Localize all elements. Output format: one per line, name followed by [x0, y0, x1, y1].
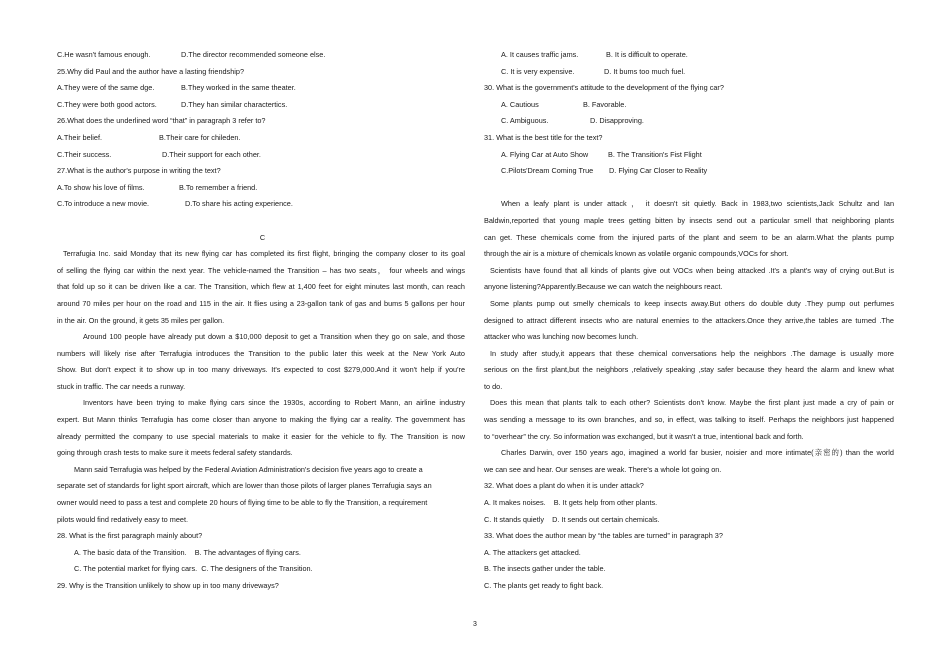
question-stem: 30. What is the government's attitude to the development of the flying car? — [484, 83, 724, 93]
passage-line: going through crash tests to make sure it meets federal safety standards. — [57, 448, 293, 458]
passage-line: we can see and hear. Our senses are weak. There's a whole lot going on. — [484, 464, 722, 474]
option-a: A.They were of the same dge. — [57, 83, 155, 93]
q32-options-cd: C. It stands quietly D. It sends out certain chemicals. — [484, 514, 660, 524]
passage-line: can get. These chemicals come from the injured parts of the plant and seem to be an alarm.What the plants pump — [484, 232, 894, 242]
passage-line: When a leafy plant is under attack ， it doesn't sit quietly. Back in 1983,two scientists,Jack Schultz and Ian — [501, 199, 894, 209]
option-a: A. Flying Car at Auto Show — [501, 149, 589, 159]
q31-options-ab — [484, 147, 894, 164]
option-b: B. It is difficult to operate. — [606, 50, 688, 59]
option-d: D. Flying Car Closer to Reality — [609, 166, 708, 176]
option-c: C.He wasn't famous enough. — [57, 50, 151, 59]
q28-options-ab: A. The basic data of the Transition. B. The advantages of flying cars. — [74, 547, 301, 557]
option-b: B.To remember a friend. — [179, 182, 258, 192]
option-a: A.To show his love of films. — [57, 182, 145, 192]
option-a: A. The attackers get attacked. — [484, 547, 581, 557]
option-d: D.Their support for each other. — [162, 149, 261, 159]
option-c: C. Ambiguous. — [501, 116, 549, 126]
passage-line: that fold up so it can be driven like a car. The Transition, which flew at 1,400 feet for eight minutes last month, can reach — [57, 282, 465, 292]
question-stem: 33. What does the author mean by “the tables are turned” in paragraph 3? — [484, 531, 723, 541]
option-c: C.They were both good actors. — [57, 99, 157, 109]
question-stem: 25.Why did Paul and the author have a lasting friendship? — [57, 66, 245, 76]
passage-line: Terrafugia Inc. said Monday that its new flying car has completed its first flight, bringing the company closer to its goal — [63, 249, 465, 259]
passage-line: Baldwin,reported that young maple trees getting bitten by insects send out a particular smell that neighboring plants — [484, 215, 894, 225]
option-d: D.To share his acting experience. — [185, 199, 293, 209]
option-c: C. The plants get ready to fight back. — [484, 581, 604, 590]
passage-line: expert. But Mann thinks Terrafugia has come closer than anyone to making the flying car a reality. The government has — [57, 415, 465, 425]
question-stem: 26.What does the underlined word “that” in paragraph 3 refer to? — [57, 116, 266, 126]
passage-line: Scientists have found that all kinds of plants give out VOCs when being attacked .It's a plant's way of crying out.But is — [490, 265, 894, 275]
option-a: A. It causes traffic jams. — [501, 50, 579, 59]
option-c: C.Pilots'Dream Coming True — [501, 166, 594, 176]
passage-line: already permitted the company to use special materials to make it easier for the vehicle to fly. The Transition is now — [57, 431, 465, 441]
question-stem: 31. What is the best title for the text? — [484, 132, 603, 142]
option-d: D. It bums too much fuel. — [604, 66, 686, 76]
passage-line: was sending a message to its own branches, and so, in effect, was talking to itself. Perhaps the neighbors just happened — [484, 415, 894, 425]
q32-options-ab: A. It makes noises. B. It gets help from other plants. — [484, 498, 658, 508]
option-d: D.They han similar charactertics. — [181, 99, 288, 109]
option-b: B. The Transition's Fist Flight — [608, 149, 702, 159]
passage-line: Show. But don't expect it to show up in too many driveways. It's expected to cost $279,000.And it won't help if you're — [57, 365, 465, 375]
passage-line: anyone listening?Apparently.Because we can watch the neighbours react. — [484, 282, 723, 292]
passage-line: Does this mean that plants talk to each other? Scientists don't know. Maybe the first plant just made a cry of pain or — [490, 398, 894, 408]
passage-line: separate set of standards for light sport aircraft, which are lower than those pilots of larger planes Terrafugia says an — [57, 481, 432, 491]
q26-options-ab — [57, 130, 465, 147]
option-d: D. Disapproving. — [590, 116, 644, 126]
passage-line: Around 100 people have already put down a $10,000 deposit to get a Transition when they go on sale, and those — [83, 332, 465, 342]
passage-line: owner would need to pass a test and complete 20 hours of flying time to be able to fly the Transition, a requirement — [57, 498, 428, 508]
option-a: A.Their belief. — [57, 132, 103, 142]
q30-options-cd — [484, 113, 894, 130]
q27-options-ab — [57, 180, 465, 197]
option-c: C.To introduce a new movie. — [57, 199, 150, 209]
left-column — [57, 47, 465, 595]
question-stem: 29. Why is the Transition unlikely to show up in too many driveways? — [57, 581, 279, 590]
passage-line: attacker who was lunching now becomes lunch. — [484, 332, 639, 342]
option-a: A. Cautious — [501, 99, 539, 109]
q25-options-ab — [57, 80, 465, 97]
passage-line: Mann said Terrafugia was helped by the Federal Aviation Administration's decision five years ago to create a — [74, 464, 423, 474]
q31-options-cd — [484, 163, 894, 180]
option-b: B. The insects gather under the table. — [484, 564, 606, 574]
question-stem: 32. What does a plant do when it is under attack? — [484, 481, 644, 491]
option-b: B. Favorable. — [583, 99, 627, 109]
q24-options-cd — [57, 47, 465, 64]
passage-line: numbers will likely rise after Terrafugia introduces the Transition to the public later this week at the New York Auto — [57, 348, 465, 358]
q29-options-ab — [484, 47, 894, 64]
passage-line: Some plants pump out smelly chemicals to keep insects away.But others do double duty .They pump out perfumes — [490, 298, 894, 308]
option-c: C. It is very expensive. — [501, 66, 575, 76]
passage-line: pilots would find redatively easy to meet. — [57, 514, 189, 524]
option-c: C.Their success. — [57, 149, 112, 159]
q25-options-cd — [57, 97, 465, 114]
right-column — [484, 47, 894, 595]
passage-line: to “overhear” the cry. So information was exchanged, but it wasn't a true, intentional back and forth. — [484, 431, 804, 441]
question-stem: 28. What is the first paragraph mainly about? — [57, 531, 203, 541]
passage-line: in the air. On the ground, it gets 35 miles per gallon. — [57, 315, 225, 325]
passage-line: Charles Darwin, over 150 years ago, imagined a world far busier, noisier and more intimate(亲密的) than the world — [501, 448, 894, 458]
passage-line: stuck in traffic. The car needs a runway. — [57, 381, 186, 391]
q30-options-ab — [484, 97, 894, 114]
passage-line: designed to attract different insects who are natural enemies to the attackers.Once they arrive,the tables are turned .The — [484, 315, 894, 325]
passage-line: to do. — [484, 381, 503, 391]
passage-line: through the air is a mixture of chemicals known as volatile organic compounds,VOCs for short. — [484, 249, 789, 259]
q29-options-cd — [484, 64, 894, 81]
passage-line: Inventors have been trying to make flying cars since the 1930s, according to Robert Mann, an airline industry — [83, 398, 465, 408]
passage-line: of selling the flying car within the next year. The vehicle-named the Transition – has two seats， four wheels and wings — [57, 265, 465, 275]
q28-options-cd: C. The potential market for flying cars. C. The designers of the Transition. — [74, 564, 313, 574]
option-b: B.They worked in the same theater. — [181, 83, 296, 93]
passage-line: around 70 miles per hour on the road and 115 in the air. It flies using a 23-gallon tank of gas and bums 5 gallons per hour — [57, 298, 465, 308]
question-stem: 27.What is the author's purpose in writing the text? — [57, 166, 221, 176]
option-d: D.The director recommended someone else. — [181, 50, 326, 59]
section-heading: C — [259, 232, 266, 242]
passage-line: serious on the first plant,but the neighbors ,relatively speaking ,stay safer because they heard the alarm and knew what — [484, 365, 894, 375]
page-number: 3 — [473, 621, 477, 628]
q26-options-cd — [57, 147, 465, 164]
option-b: B.Their care for chileden. — [159, 132, 241, 142]
passage-line: In study after study,it appears that these chemical conversations help the neighbors .The damage is usually more — [490, 348, 894, 358]
q27-options-cd — [57, 196, 465, 213]
